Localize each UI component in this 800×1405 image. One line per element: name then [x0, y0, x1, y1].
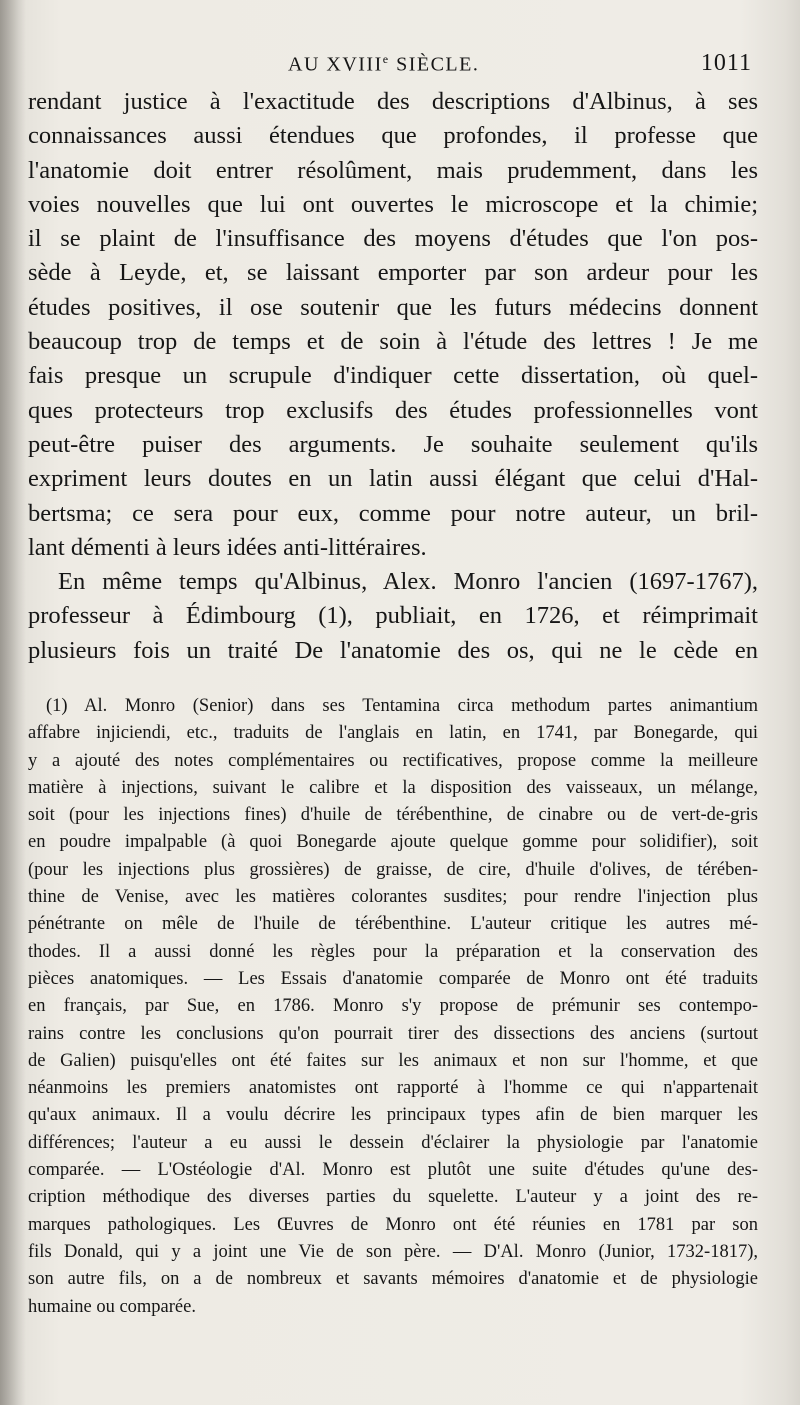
main-line: En même temps qu'Albinus, Alex. Monro l'ancien (1697-1767),: [58, 568, 758, 596]
main-line: peut-être puiser des arguments. Je souhaite seulement qu'ils: [28, 430, 758, 458]
footnote-line: matière à injections, suivant le calibre et la disposition des vaisseaux, un mélange,: [28, 777, 758, 798]
footnote-line: fils Donald, qui y a joint une Vie de son père. — D'Al. Monro (Junior, 1732-1817),: [28, 1241, 758, 1262]
footnote-line: néanmoins les premiers anatomistes ont rapporté à l'homme ce qui n'appartenait: [28, 1078, 758, 1099]
main-line: lant démenti à leurs idées anti-littéraires.: [28, 533, 427, 561]
main-line: connaissances aussi étendues que profondes, il professe que: [28, 122, 758, 150]
main-line: ques protecteurs trop exclusifs des études professionnelles vont: [28, 396, 758, 424]
running-head: [288, 52, 479, 77]
footnote-line: y a ajouté des notes complémentaires ou rectificatives, propose comme la meilleure: [28, 750, 758, 771]
main-line: études positives, il ose soutenir que les futurs médecins donnent: [28, 293, 758, 321]
main-line: fais presque un scrupule d'indiquer cette dissertation, où quel-: [28, 362, 758, 390]
footnote-line: qu'aux animaux. Il a voulu décrire les principaux types afin de bien marquer les: [28, 1105, 758, 1126]
footnote-line: humaine ou comparée.: [28, 1296, 196, 1317]
main-line: bertsma; ce sera pour eux, comme pour notre auteur, un bril-: [28, 499, 758, 527]
binding-shadow: [0, 0, 26, 1405]
footnote-line: (1) Al. Monro (Senior) dans ses Tentamina circa methodum partes animantium: [46, 696, 758, 716]
main-line: expriment leurs doutes en un latin aussi élégant que celui d'Hal-: [28, 465, 758, 493]
footnote-line: comparée. — L'Ostéologie d'Al. Monro est plutôt une suite d'études qu'une des-: [28, 1160, 758, 1181]
main-line: il se plaint de l'insuffisance des moyens d'études que l'on pos-: [28, 225, 758, 253]
main-line: voies nouvelles que lui ont ouvertes le microscope et la chimie;: [28, 190, 758, 218]
main-line: professeur à Édimbourg (1), publiait, en 1726, et réimprimait: [28, 602, 758, 630]
main-line: sède à Leyde, et, se laissant emporter par son ardeur pour les: [28, 259, 758, 287]
footnote-line: cription méthodique des diverses parties du squelette. L'auteur y a joint des re-: [28, 1187, 758, 1208]
footnote-line: pièces anatomiques. — Les Essais d'anatomie comparée de Monro ont été traduits: [28, 968, 758, 989]
footnote-line: affabre injiciendi, etc., traduits de l'anglais en latin, en 1741, par Bonegarde, qui: [28, 723, 758, 744]
footnote-line: (pour les injections plus grossières) de graisse, de cire, d'huile d'olives, de térében-: [28, 859, 758, 880]
main-line: plusieurs fois un traité De l'anatomie des os, qui ne le cède en: [28, 636, 758, 664]
footnotes: [28, 693, 758, 1321]
running-head-text: AU XVIII: [288, 53, 383, 76]
footnote-line: en poudre impalpable (à quoi Bonegarde ajoute quelque gomme pour solidifier), soit: [28, 832, 758, 853]
footnote-line: de Galien) puisqu'elles ont été faites sur les animaux et non sur l'homme, et que: [28, 1050, 758, 1071]
footnote-line: thine de Venise, avec les matières colorantes susdites; pour rendre l'injection plus: [28, 887, 758, 908]
running-head-tail: SIÈCLE.: [389, 53, 480, 76]
footnote-line: son autre fils, on a de nombreux et savants mémoires d'anatomie et de physiologie: [28, 1269, 758, 1290]
page-header: [0, 50, 800, 82]
page-number: 1011: [700, 50, 752, 76]
footnote-line: thodes. Il a aussi donné les règles pour la préparation et la conservation des: [28, 941, 758, 962]
main-line: l'anatomie doit entrer résolûment, mais prudemment, dans les: [28, 156, 758, 184]
main-text: [28, 85, 758, 668]
footnote-line: marques pathologiques. Les Œuvres de Monro ont été réunies en 1781 par son: [28, 1214, 758, 1235]
footnote-line: pénétrante on mêle de l'huile de térébenthine. L'auteur critique les autres mé-: [28, 914, 758, 935]
footnote-line: rains contre les conclusions qu'on pourrait tirer des dissections des anciens (surtout: [28, 1023, 758, 1044]
running-head-superscript: e: [382, 52, 390, 66]
main-line: beaucoup trop de temps et de soin à l'étude des lettres ! Je me: [28, 328, 758, 356]
footnote-line: soit (pour les injections fines) d'huile de térébenthine, de cinabre ou de vert-de-gris: [28, 805, 758, 826]
main-line: rendant justice à l'exactitude des descriptions d'Albinus, à ses: [28, 88, 758, 115]
footnote-line: différences; l'auteur a eu aussi le dessein d'éclairer la physiologie par l'anatomie: [28, 1132, 758, 1153]
footnote-line: en français, par Sue, en 1786. Monro s'y propose de prémunir ses contempo-: [28, 996, 758, 1017]
